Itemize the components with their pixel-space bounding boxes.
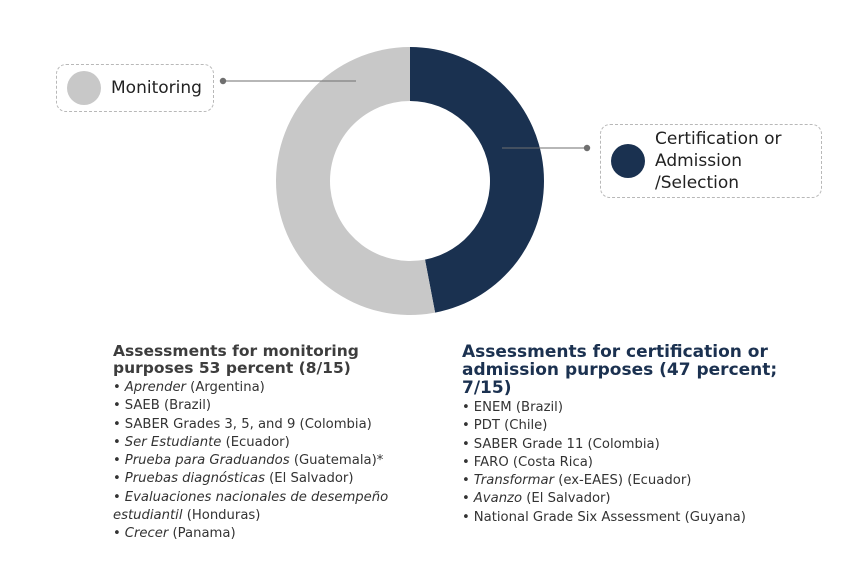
bullet-icon: •: [462, 418, 470, 434]
list-item: [113, 379, 433, 397]
assessment-detail: (El Salvador): [264, 471, 354, 487]
bullet-icon: •: [113, 489, 121, 505]
bullet-icon: •: [462, 491, 470, 507]
bullet-icon: •: [113, 416, 121, 432]
bullet-icon: •: [113, 526, 121, 542]
assessment-detail: (Honduras): [182, 508, 261, 524]
bullet-icon: •: [113, 380, 121, 395]
assessment-detail: National Grade Six Assessment (Guyana): [473, 509, 746, 525]
assessment-name: Transformar: [473, 473, 555, 489]
connector-certification-dot: [584, 145, 590, 151]
list-item: [462, 454, 832, 472]
assessment-detail: (Ecuador): [221, 434, 290, 450]
assessment-detail: (El Salvador): [522, 491, 611, 507]
bullet-icon: •: [462, 473, 470, 489]
assessment-name: Crecer: [124, 526, 169, 542]
assessment-detail: PDT (Chile): [473, 418, 548, 434]
list-item: [113, 434, 433, 452]
assessment-name: Pruebas diagnósticas: [124, 471, 265, 487]
connector-monitoring-dot: [220, 78, 226, 84]
assessment-name: Ser Estudiante: [124, 434, 222, 450]
certification-list: [462, 399, 832, 527]
bullet-icon: •: [113, 398, 121, 414]
certification-title: Assessments for certification or admission purposes (47 percent; 7/15): [462, 342, 778, 398]
certification-assessments: [462, 343, 832, 527]
bullet-icon: •: [113, 453, 121, 469]
bullet-icon: •: [462, 436, 470, 452]
donut-slice-certification: [410, 47, 544, 313]
legend-label-certification: Certification or Admission /Selection: [655, 129, 782, 193]
list-item: [113, 489, 433, 526]
assessment-name: Aprender: [124, 380, 186, 395]
assessment-detail: (Argentina): [185, 380, 265, 395]
assessment-name: Prueba para Graduandos: [124, 453, 290, 469]
bullet-icon: •: [113, 434, 121, 450]
assessment-detail: ENEM (Brazil): [473, 400, 563, 415]
list-item: [462, 417, 832, 435]
assessment-detail: FARO (Costa Rica): [473, 454, 593, 470]
assessment-detail: (Guatemala)*: [289, 453, 384, 469]
legend-swatch-monitoring: [67, 71, 101, 105]
list-item: [113, 452, 433, 470]
bullet-icon: •: [462, 509, 470, 525]
list-item: [113, 470, 433, 488]
assessment-name: Avanzo: [473, 491, 523, 507]
legend-swatch-certification: [611, 144, 645, 178]
list-item: [113, 416, 433, 434]
bullet-icon: •: [462, 454, 470, 470]
legend-monitoring: [56, 64, 214, 112]
list-item: [462, 509, 832, 527]
list-item: [462, 490, 832, 508]
assessment-detail: (ex-EAES) (Ecuador): [554, 473, 692, 489]
monitoring-list: [113, 379, 433, 544]
list-item: [462, 472, 832, 490]
assessment-detail: SABER Grades 3, 5, and 9 (Colombia): [124, 416, 372, 432]
assessment-name: Evaluaciones nacionales de desempeño estudiantil: [113, 489, 389, 524]
assessment-detail: SABER Grade 11 (Colombia): [473, 436, 660, 452]
legend-label-monitoring: Monitoring: [111, 78, 202, 98]
list-item: [462, 399, 832, 417]
legend-certification: [600, 124, 822, 198]
bullet-icon: •: [462, 400, 470, 415]
assessment-detail: (Panama): [168, 526, 236, 542]
monitoring-title: Assessments for monitoring purposes 53 percent (8/15): [113, 342, 359, 377]
assessment-detail: SAEB (Brazil): [124, 398, 212, 414]
list-item: [462, 436, 832, 454]
monitoring-assessments: [113, 343, 433, 544]
list-item: [113, 525, 433, 543]
list-item: [113, 397, 433, 415]
bullet-icon: •: [113, 471, 121, 487]
